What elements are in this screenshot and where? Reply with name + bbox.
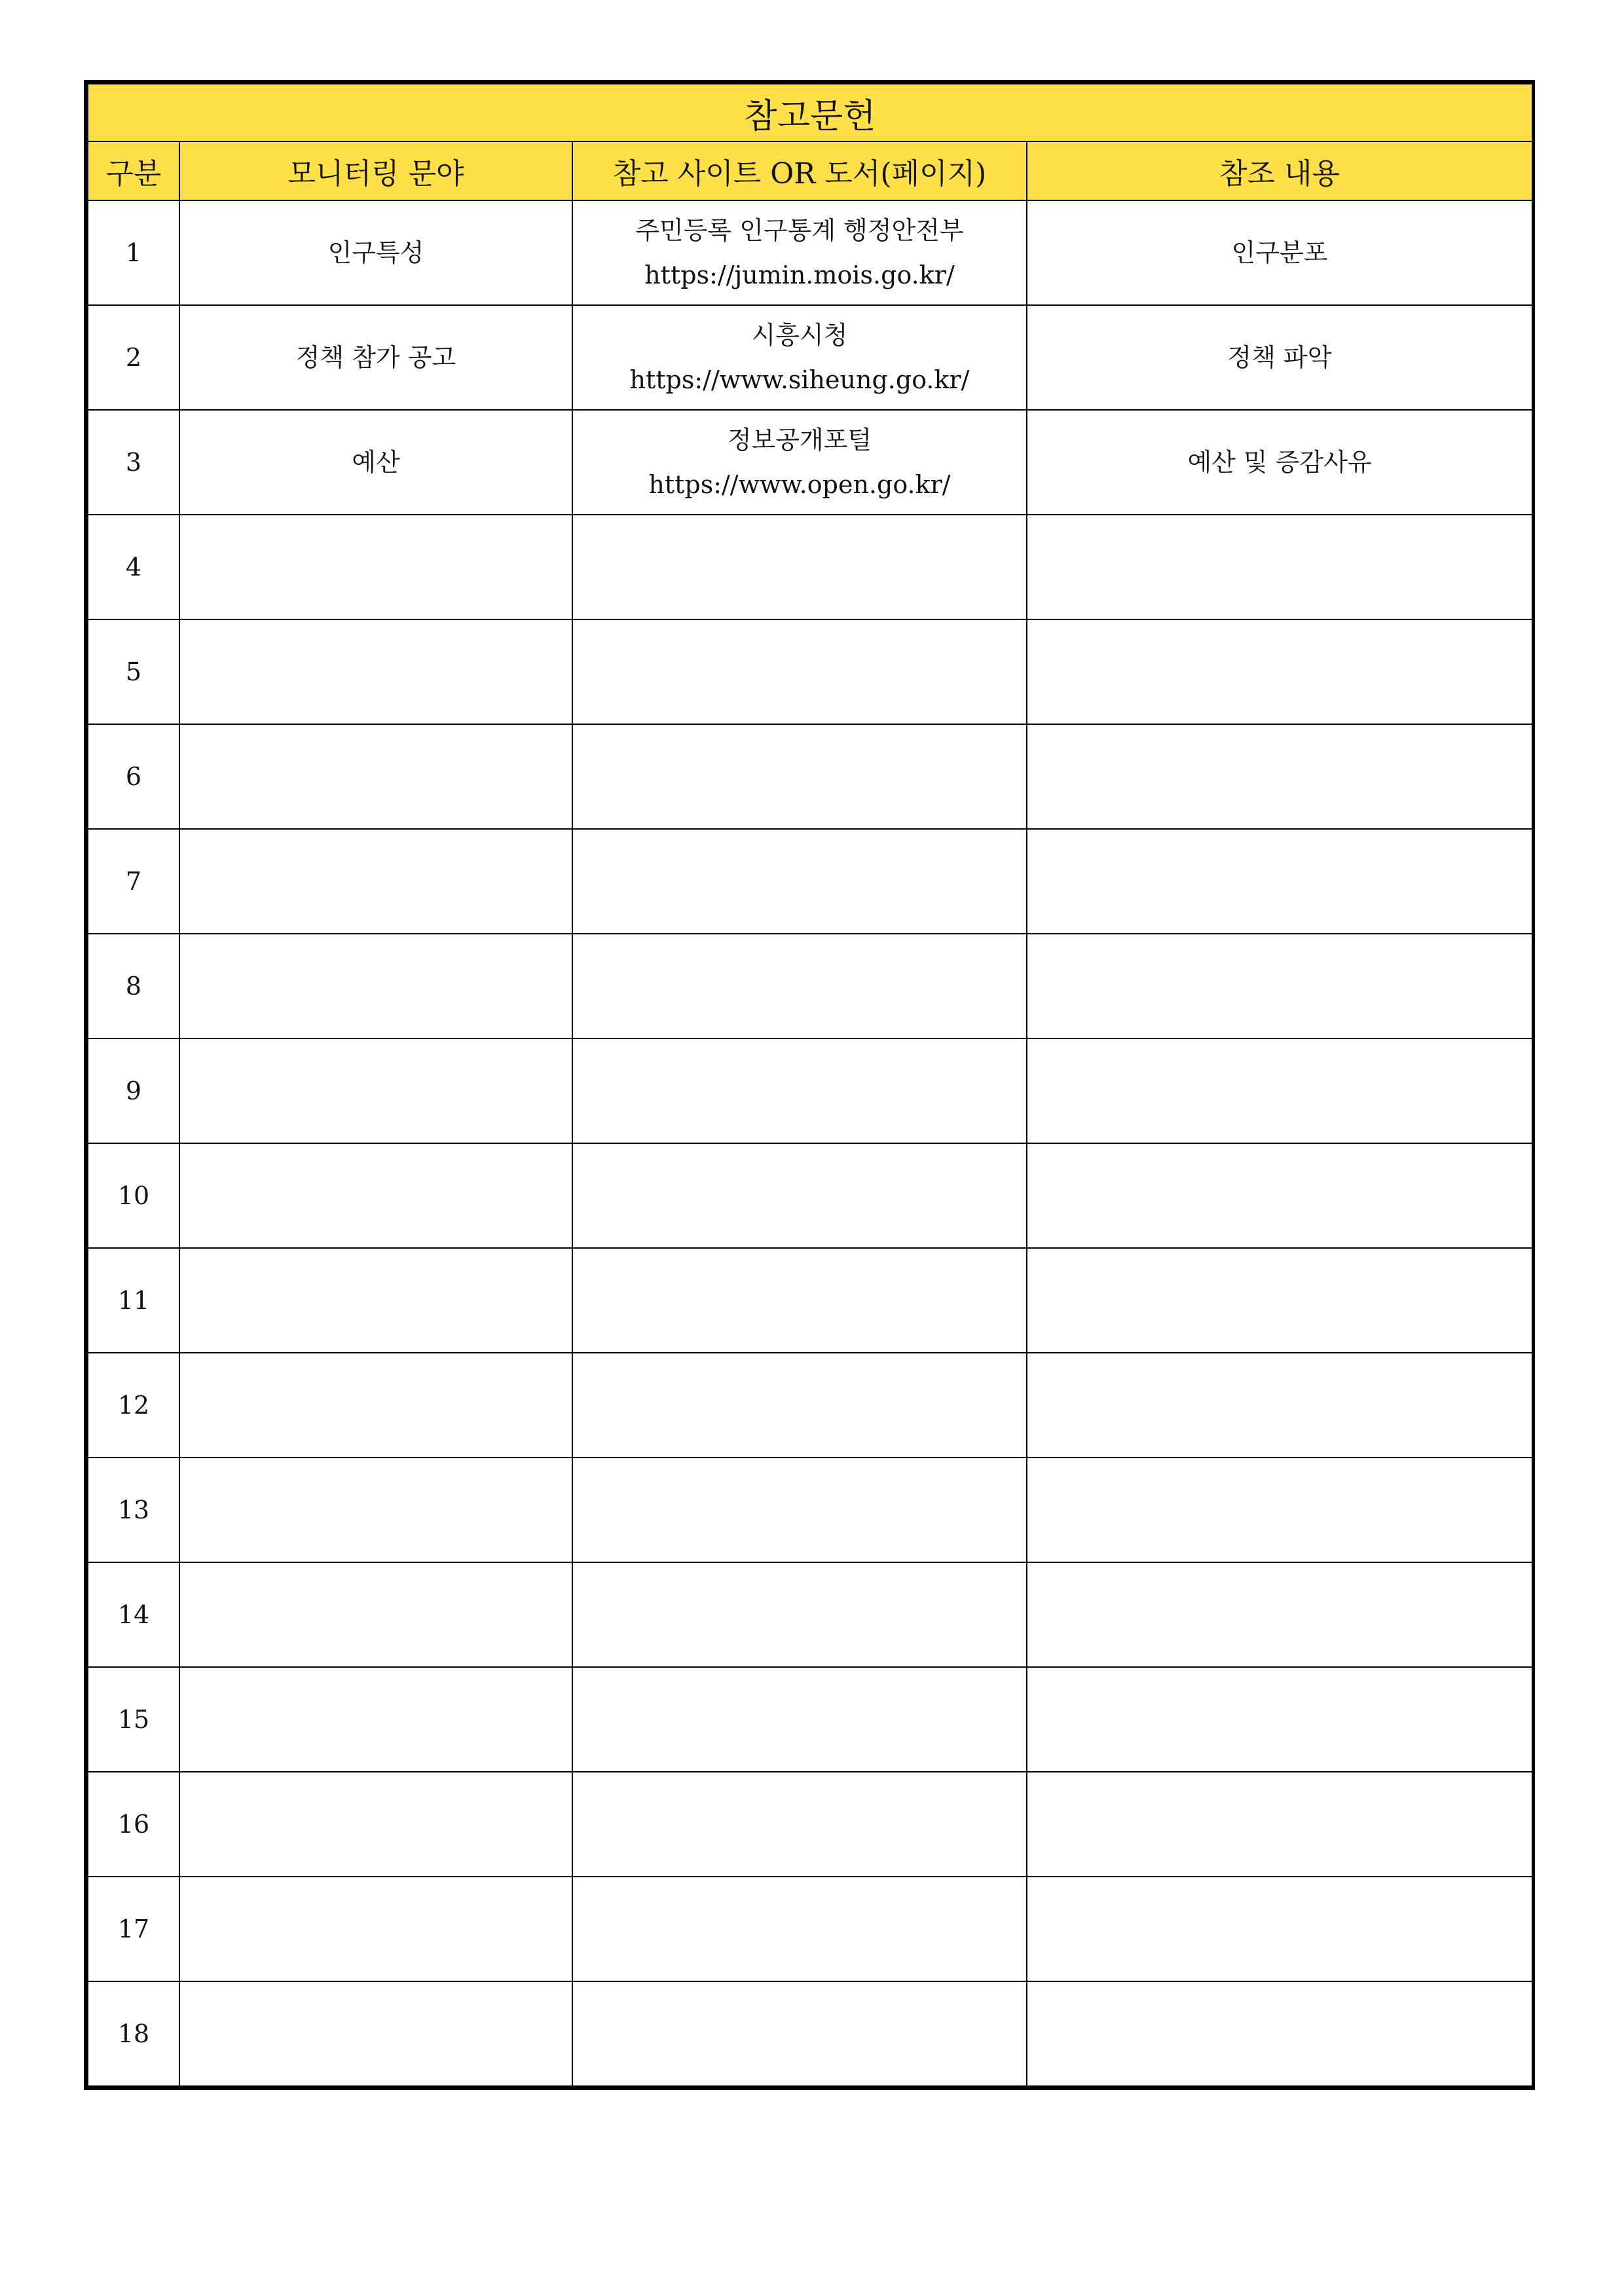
row-number: 14	[88, 1562, 179, 1667]
row-source	[572, 1772, 1027, 1877]
table-row	[88, 1981, 1532, 2086]
row-source	[572, 1038, 1027, 1143]
row-field	[179, 1562, 572, 1667]
row-field	[179, 619, 572, 724]
row-source	[572, 1458, 1027, 1562]
row-number: 18	[88, 1981, 179, 2086]
row-content	[1027, 619, 1532, 724]
table-row	[88, 1353, 1532, 1458]
table-row	[88, 1143, 1532, 1248]
source-url: https://www.open.go.kr/	[648, 470, 951, 499]
row-content	[1027, 1038, 1532, 1143]
header-source: 참고 사이트 OR 도서(페이지)	[572, 141, 1027, 200]
row-source	[572, 619, 1027, 724]
row-number: 15	[88, 1667, 179, 1772]
row-number: 12	[88, 1353, 179, 1458]
row-field	[179, 1038, 572, 1143]
row-field	[179, 1353, 572, 1458]
row-field	[179, 1143, 572, 1248]
row-content	[1027, 1458, 1532, 1562]
row-number: 7	[88, 829, 179, 934]
row-field	[179, 1981, 572, 2086]
row-number: 2	[88, 305, 179, 410]
table-title: 참고문헌	[88, 84, 1532, 141]
row-source	[572, 305, 1027, 410]
table-row	[88, 200, 1532, 305]
row-field: 예산	[179, 410, 572, 515]
row-source	[572, 1981, 1027, 2086]
row-source	[572, 1248, 1027, 1353]
row-field	[179, 515, 572, 619]
row-field	[179, 724, 572, 829]
header-row	[88, 141, 1532, 200]
row-source	[572, 410, 1027, 515]
row-source	[572, 724, 1027, 829]
table-row	[88, 1562, 1532, 1667]
row-source	[572, 1667, 1027, 1772]
row-number: 17	[88, 1877, 179, 1981]
row-field: 정책 참가 공고	[179, 305, 572, 410]
row-content	[1027, 1248, 1532, 1353]
header-no: 구분	[88, 141, 179, 200]
row-content	[1027, 1877, 1532, 1981]
source-url: https://www.siheung.go.kr/	[629, 365, 970, 394]
row-number: 8	[88, 934, 179, 1038]
row-content	[1027, 1143, 1532, 1248]
row-field	[179, 1772, 572, 1877]
row-field	[179, 1458, 572, 1562]
table-row	[88, 1667, 1532, 1772]
row-source	[572, 829, 1027, 934]
table-row	[88, 619, 1532, 724]
row-content: 예산 및 증감사유	[1027, 410, 1532, 515]
table-row	[88, 305, 1532, 410]
row-number: 10	[88, 1143, 179, 1248]
row-source	[572, 515, 1027, 619]
row-field	[179, 1248, 572, 1353]
row-content	[1027, 1772, 1532, 1877]
title-row	[88, 84, 1532, 141]
table-row	[88, 1772, 1532, 1877]
row-field	[179, 829, 572, 934]
row-number: 6	[88, 724, 179, 829]
row-field	[179, 1667, 572, 1772]
reference-table	[87, 83, 1533, 2087]
row-source	[572, 1562, 1027, 1667]
row-number: 13	[88, 1458, 179, 1562]
row-content: 인구분포	[1027, 200, 1532, 305]
row-field	[179, 1877, 572, 1981]
row-source	[572, 1353, 1027, 1458]
row-source	[572, 1877, 1027, 1981]
table-row	[88, 934, 1532, 1038]
table-row	[88, 410, 1532, 515]
row-number: 11	[88, 1248, 179, 1353]
row-content	[1027, 515, 1532, 619]
header-field: 모니터링 문야	[179, 141, 572, 200]
table-row	[88, 829, 1532, 934]
row-number: 1	[88, 200, 179, 305]
row-source	[572, 934, 1027, 1038]
row-content: 정책 파악	[1027, 305, 1532, 410]
header-content: 참조 내용	[1027, 141, 1532, 200]
table-row	[88, 1038, 1532, 1143]
row-content	[1027, 1353, 1532, 1458]
row-content	[1027, 1562, 1532, 1667]
row-number: 5	[88, 619, 179, 724]
source-name: 시흥시청	[751, 321, 848, 350]
source-url: https://jumin.mois.go.kr/	[644, 261, 955, 289]
row-field	[179, 934, 572, 1038]
source-name: 주민등록 인구통계 행정안전부	[635, 216, 964, 245]
row-number: 16	[88, 1772, 179, 1877]
row-content	[1027, 1667, 1532, 1772]
row-number: 9	[88, 1038, 179, 1143]
row-content	[1027, 829, 1532, 934]
row-number: 3	[88, 410, 179, 515]
table-row	[88, 1458, 1532, 1562]
table-row	[88, 1877, 1532, 1981]
table-row	[88, 1248, 1532, 1353]
row-source	[572, 200, 1027, 305]
source-name: 정보공개포털	[727, 426, 872, 454]
reference-table-sheet	[84, 80, 1535, 2090]
row-content	[1027, 934, 1532, 1038]
table-row	[88, 724, 1532, 829]
row-number: 4	[88, 515, 179, 619]
row-source	[572, 1143, 1027, 1248]
table-row	[88, 515, 1532, 619]
row-content	[1027, 1981, 1532, 2086]
row-field: 인구특성	[179, 200, 572, 305]
row-content	[1027, 724, 1532, 829]
